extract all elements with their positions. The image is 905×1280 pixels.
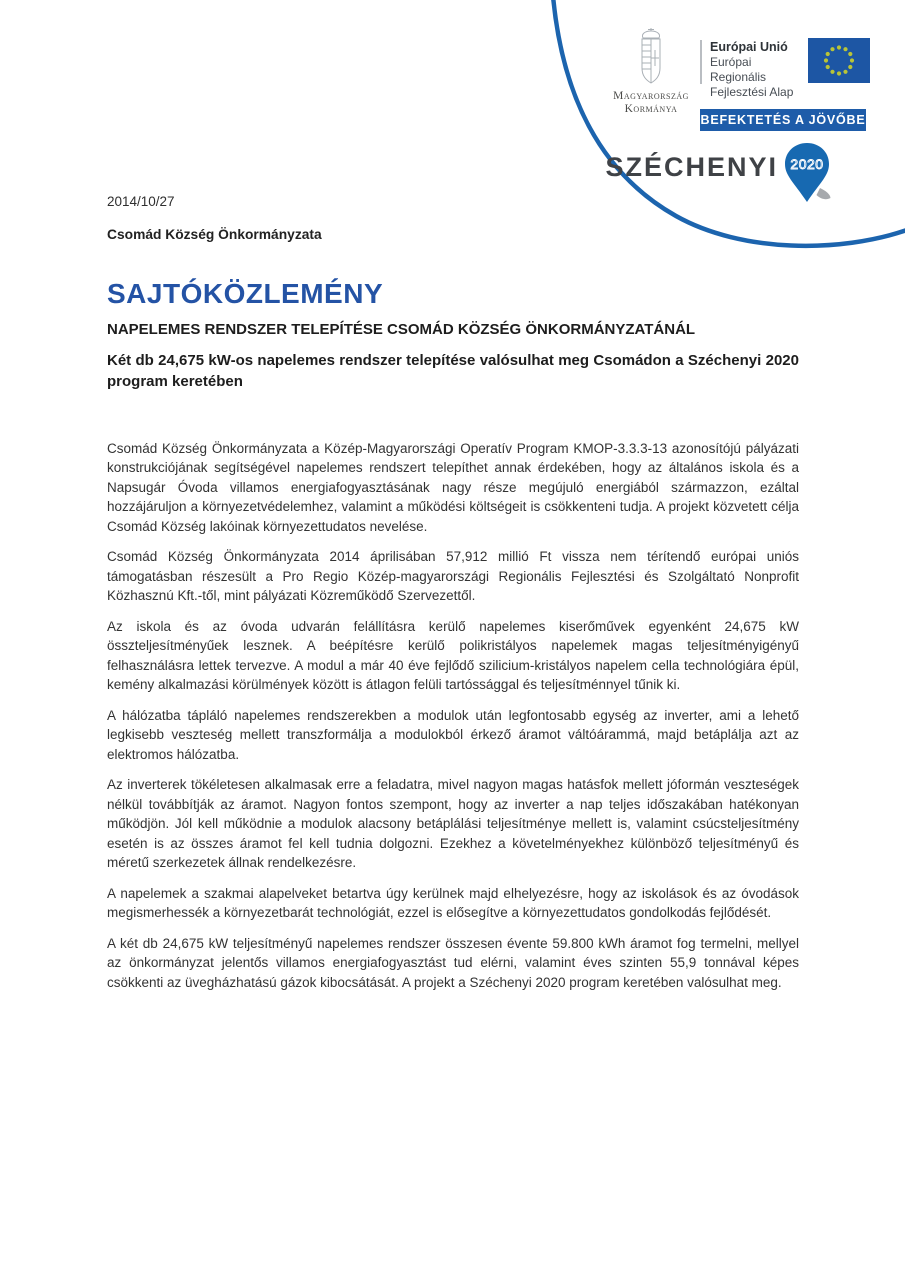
body-paragraph: Az iskola és az óvoda udvarán felállításra kerülő napelemes kiserőművek egyenként 24,675 kW összteljesítményűek lesznek. A beépítésre kerülő polikristályos napelemek magas teljesítményigényű felhasználásra lettek tervezve. A modul a már 40 éve fejlődő szilicium-kristályos napelem cella technológiára épül, kemény alkalmazási körülmények között is átlagon felüli tartóssággal és teljesítménnyel tűnik ki. <box>107 618 799 692</box>
hungary-coat-of-arms-icon <box>631 28 671 86</box>
document-title: SAJTÓKÖZLEMÉNY <box>107 278 384 309</box>
headline: NAPELEMES RENDSZER TELEPÍTÉSE CSOMÁD KÖZSÉG ÖNKORMÁNYZATÁNÁL <box>107 320 696 338</box>
eu-flag-icon <box>808 38 870 83</box>
eu-label-line2: Európai Regionális <box>710 55 767 84</box>
eu-label-line1: Európai Unió <box>710 40 788 54</box>
szechenyi-year: 2020 <box>790 156 824 172</box>
eu-top-row <box>700 38 870 100</box>
government-name-line2: Kormánya <box>624 102 678 115</box>
government-name-line1: Magyarország <box>613 90 689 102</box>
body-paragraph: A napelemek a szakmai alapelveket betartva úgy kerülnek majd elhelyezésre, hogy az iskolások és az óvodások megismerhessék a környezetbarát technológiát, ezzel is elősegítve a környezettudatos gondolkodás fejlődését. <box>107 885 799 920</box>
investment-banner: BEFEKTETÉS A JÖVŐBE <box>700 109 866 131</box>
body-paragraph: A két db 24,675 kW teljesítményű napelemes rendszer összesen évente 59.800 kWh áramot fog termelni, mellyel az önkormányzat jelentős villamos energiafogyasztást tud elérni, valamint éves szinten 55,9 tonnával képes csökkenti az üvegházhatású gázok kibocsátását. A projekt a Széchenyi 2020 program keretében valósulhat meg. <box>107 935 799 990</box>
government-name <box>596 90 706 115</box>
body-paragraph: Csomád Község Önkormányzata a Közép-Magyarországi Operatív Program KMOP-3.3.3-13 azonosítójú pályázati konstrukciójának segítségével napelemes rendszert telepíthet annak érdekében, hogy az általános iskola és a Napsugár Óvoda villamos energiafogyasztásának nagy része megújuló energiából származzon, ezáltal hozzájáruljon a környezetvédelemhez, valamint a működési költségeit is csökkenteni tudja. A projekt közvetett célja Csomád Község lakóinak környezettudatos nevelése. <box>107 440 799 534</box>
organization-name: Csomád Község Önkormányzata <box>107 226 322 242</box>
lead-paragraph: Két db 24,675 kW-os napelemes rendszer telepítése valósulhat meg Csomádon a Széchenyi 2020 program keretében <box>107 351 799 390</box>
body-paragraph: Csomád Község Önkormányzata 2014 áprilisában 57,912 millió Ft vissza nem térítendő európai uniós támogatásban részesült a Pro Regio Közép-magyarországi Regionális Fejlesztési és Szolgáltató Nonprofit Közhasznú Kft.-től, mint pályázati Közreműködő Szervezettől. <box>107 549 799 603</box>
body-paragraph: Az inverterek tökéletesen alkalmasak erre a feladatra, mivel nagyon magas hatásfok mellett jóformán veszteségek nélkül továbbítják az áramot. Nagyon fontos szempont, hogy az inverter a nap teljes időszakában hatékonyan működjön. Jól kell működnie a modulok alacsony betáplálási teljesítménye mellett is, valamint csúcsteljesítmény esetén is az összes áramot fel kell tudnia dolgozni. Ezekhez a követelményekhez különböző teljesítményű és méretű szerkezetek állnak rendelkezésre. <box>107 777 799 870</box>
document-body <box>107 192 799 1003</box>
body-paragraph: A hálózatba tápláló napelemes rendszerekben a modulok után legfontosabb egység az inverter, ami a lehető legkisebb veszteség mellett transzformálja a modulokból érkező áramot váltóárammá, majd betáplálja azt az elektromos hálózatba. <box>107 707 799 762</box>
szechenyi-wordmark: SZÉCHENYI <box>605 152 778 182</box>
eu-funding-block <box>700 38 870 131</box>
eu-label-line3: Fejlesztési Alap <box>710 85 794 99</box>
eu-fund-label <box>710 38 802 100</box>
hungary-government-logo <box>596 28 706 115</box>
document-date: 2014/10/27 <box>107 194 175 209</box>
vertical-divider <box>700 40 702 84</box>
